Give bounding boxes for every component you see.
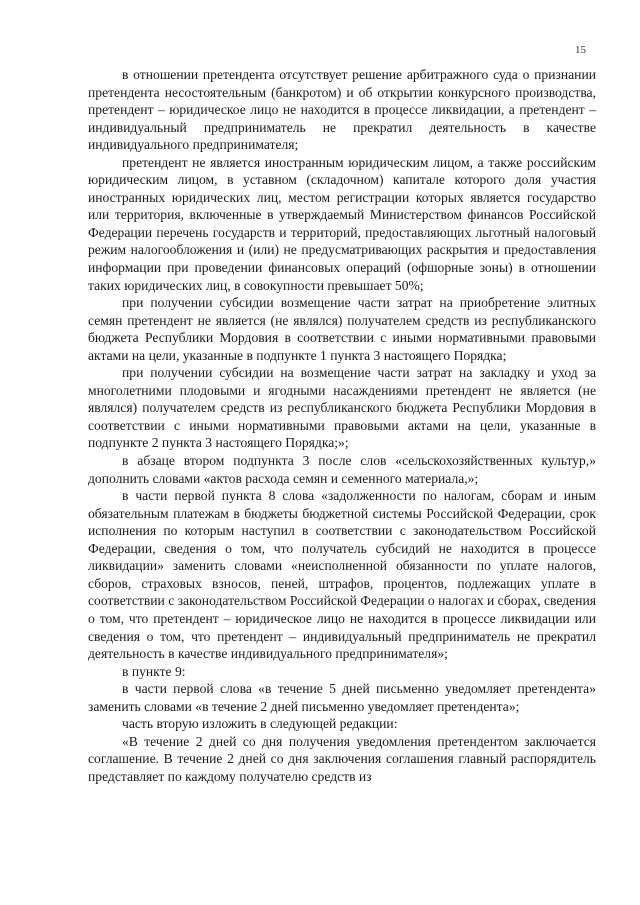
paragraph-point-8-amendment: в части первой пункта 8 слова «задолженности по налогам, сборам и иным обязательным платежам в бюджеты бюджетной системы Российской Федерации, срок исполнения по которым наступил в соответствии с законодательством Российской Федерации, сведения о том, что получатель субсидий не находится в процессе ликвидации» заменить словами «неисполненной обязанности по уплате налогов, сборов, страховых взносов, пеней, штрафов, процентов, подлежащих уплате в соответствии с законодательством Российской Федерации о налогах и сборах, сведения о том, что претендент – юридическое лицо не находится в процессе ликвидации или сведения о том, что претендент – индивидуальный предприниматель не прекратил деятельность в качестве индивидуального предпринимателя»; [88,488,596,662]
paragraph-subpoint-3-amendment: в абзаце втором подпункта 3 после слов «сельскохозяйственных культур,» дополнить словами «актов расхода семян и семенного материала,»; [88,453,596,486]
document-body [88,66,596,785]
paragraph-perennial-plantings-subsidy: при получении субсидии на возмещение части затрат на закладку и уход за многолетними плодовыми и ягодными насаждениями претендент не является (не являлся) получателем средств из республиканского бюджета Республики Мордовия в соответствии с иными нормативными правовыми актами на цели, указанные в подпункте 2 пункта 3 настоящего Порядка;»; [88,365,596,451]
paragraph-point-9-part-1: в части первой слова «в течение 5 дней письменно уведомляет претендента» заменить словами «в течение 2 дней письменно уведомляет претендента»; [88,681,596,714]
paragraph-elite-seeds-subsidy: при получении субсидии возмещение части затрат на приобретение элитных семян претендент не является (не являлся) получателем средств из республиканского бюджета Республики Мордовия в соответствии с иными нормативными правовыми актами на цели, указанные в подпункте 1 пункта 3 настоящего Порядка; [88,295,596,363]
paragraph-agreement-text: «В течение 2 дней со дня получения уведомления претендентом заключается соглашение. В течение 2 дней со дня заключения соглашения главный распорядитель представляет по каждому получателю средств из [88,733,596,784]
paragraph-bankruptcy-condition: в отношении претендента отсутствует решение арбитражного суда о признании претендента несостоятельным (банкротом) и об открытии конкурсного производства, претендент – юридическое лицо не находится в процессе ликвидации, а претендент – индивидуальный предприниматель не прекратил деятельность в качестве индивидуального предпринимателя; [88,67,596,153]
paragraph-foreign-entity-condition: претендент не является иностранным юридическим лицом, а также российским юридическим лицом, в уставном (складочном) капитале которого доля участия иностранных юридических лиц, местом регистрации которых является государство или территория, включенные в утверждаемый Министерством финансов Российской Федерации перечень государств и территорий, предоставляющих льготный налоговый режим налогообложения и (или) не предусматривающих раскрытия и предоставления информации при проведении финансовых операций (офшорные зоны) в отношении таких юридических лиц, в совокупности превышает 50%; [88,154,596,293]
page-number: 15 [575,44,586,56]
paragraph-point-9-part-2-intro: часть вторую изложить в следующей редакции: [122,716,398,732]
paragraph-point-9-heading: в пункте 9: [122,663,186,679]
